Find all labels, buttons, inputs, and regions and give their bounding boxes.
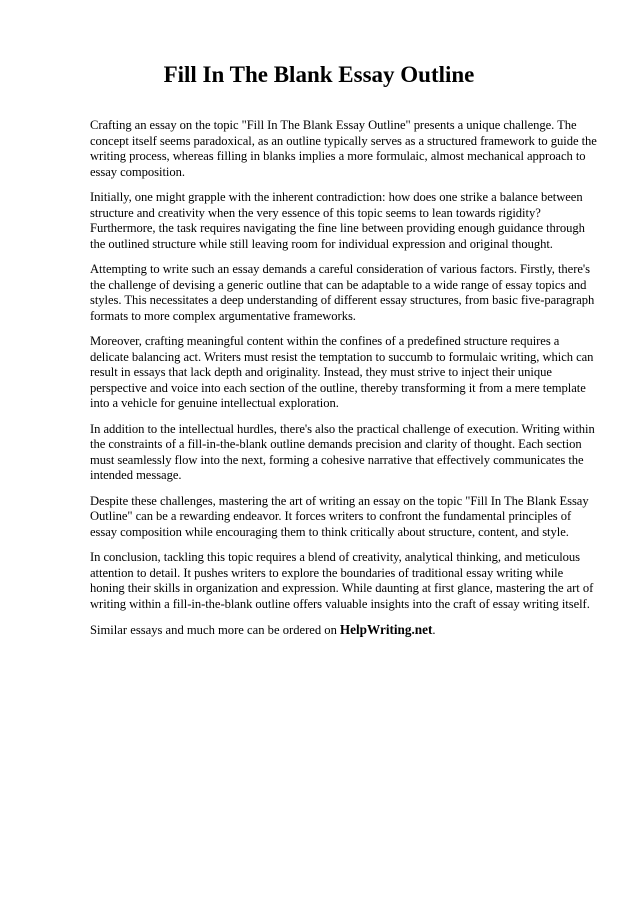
page-title: Fill In The Blank Essay Outline: [163, 62, 475, 87]
paragraph-4: Moreover, crafting meaningful content within the confines of a predefined structure requires a delicate balancing act. Writers must resist the temptation to succumb to formulaic writing, which can result in essays that lack depth and originality. Instead, they must strive to inject their unique perspective and voice into each section of the outline, thereby transforming it from a mere template into a vehicle for genuine intellectual exploration.: [90, 334, 594, 410]
paragraph-2: Initially, one might grapple with the inherent contradiction: how does one strike a balance between structure and creativity when the very essence of this topic seems to lean towards rigidity? Furthermore, the task requires navigating the fine line between providing enough guidance through the outlined structure while still leaving room for individual expression and original thought.: [90, 190, 585, 251]
paragraph-5: In addition to the intellectual hurdles, there's also the practical challenge of execution. Writing within the constraints of a fill-in-the-blank outline demands precision and clarity of thought. Each section must seamlessly flow into the next, forming a cohesive narrative that effectively communicates the intended message.: [90, 421, 595, 482]
paragraph-7: In conclusion, tackling this topic requires a blend of creativity, analytical thinking, and meticulous attention to detail. It pushes writers to explore the boundaries of traditional essay writing while honing their skills in organization and expression. While daunting at first glance, mastering the art of writing within a fill-in-the-blank outline offers valuable insights into the craft of essay writing itself.: [90, 550, 594, 611]
footer-text: Similar essays and much more can be ordered on: [90, 623, 337, 637]
paragraph-1: Crafting an essay on the topic "Fill In The Blank Essay Outline" presents a unique challenge. The concept itself seems paradoxical, as an outline typically serves as a structured framework to guide the writing process, whereas filling in blanks implies a more formulaic, almost mechanical approach to essay composition.: [90, 118, 597, 179]
footer-period: .: [432, 623, 436, 637]
paragraph-6: Despite these challenges, mastering the art of writing an essay on the topic "Fill In The Blank Essay Outline" can be a rewarding endeavor. It forces writers to confront the fundamental principles of essay composition while encouraging them to think critically about structure, content, and style.: [90, 493, 589, 539]
footer-line: [90, 622, 600, 639]
document-body: [90, 118, 600, 639]
paragraph-3: Attempting to write such an essay demands a careful consideration of various factors. Firstly, there's the challenge of devising a generic outline that can be adaptable to a wide range of essay topics and styles. This necessitates a deep understanding of different essay structures, from basic five-paragraph formats to more complex argumentative frameworks.: [90, 262, 595, 323]
helpwriting-link[interactable]: HelpWriting.net: [339, 622, 433, 637]
